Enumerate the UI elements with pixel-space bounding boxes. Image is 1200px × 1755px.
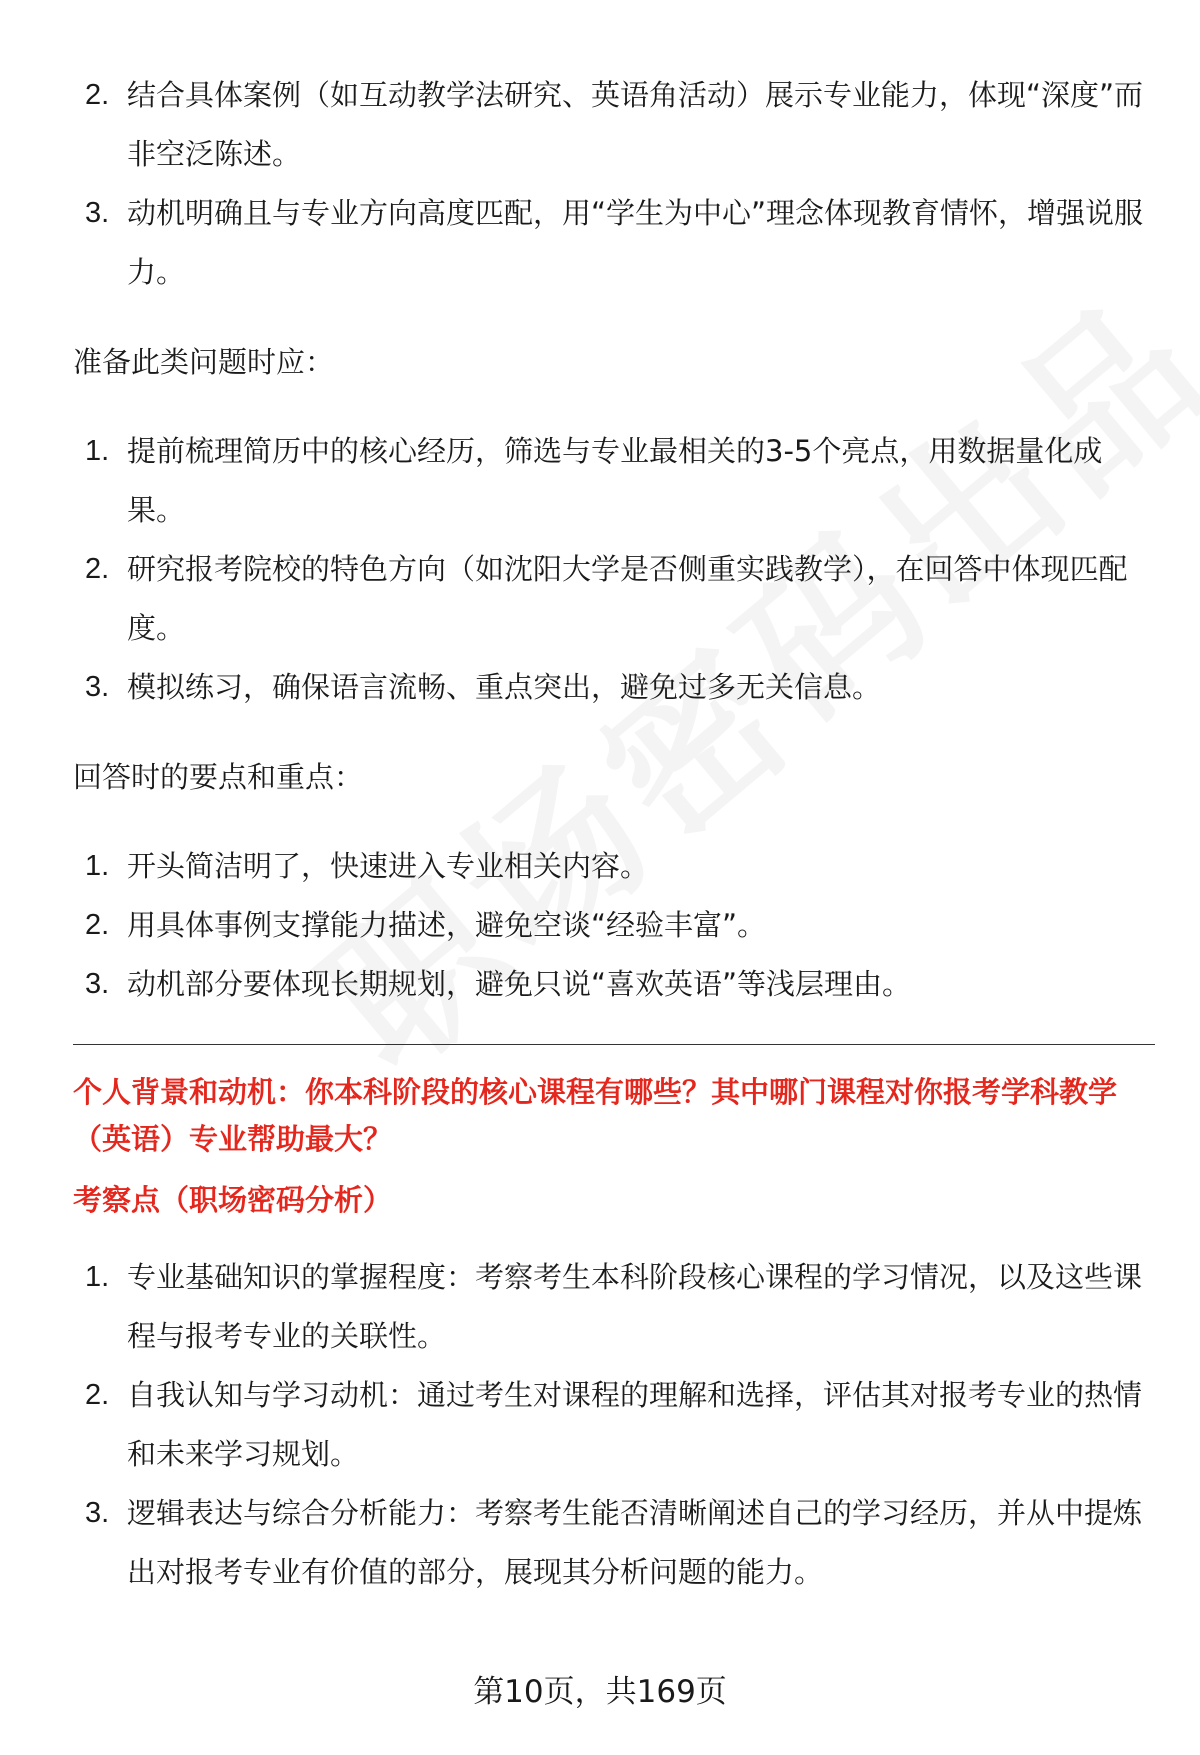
question-subtitle: 考察点（职场密码分析） bbox=[73, 1183, 393, 1217]
prepare-list bbox=[73, 422, 1155, 717]
list-item-text: 专业基础知识的掌握程度：考察考生本科阶段核心课程的学习情况，以及这些课程与报考专业的关联性。 bbox=[127, 1260, 1143, 1353]
page-number: 第10页，共169页 bbox=[473, 1674, 727, 1710]
list-item-number: 1. bbox=[85, 435, 110, 467]
list-item-text: 结合具体案例（如互动教学法研究、英语角活动）展示专业能力，体现“深度”而非空泛陈述。 bbox=[127, 78, 1144, 171]
keypoints-label: 回答时的要点和重点： bbox=[73, 760, 364, 794]
list-item-text: 模拟练习，确保语言流畅、重点突出，避免过多无关信息。 bbox=[127, 670, 882, 704]
list-item-text: 提前梳理简历中的核心经历，筛选与专业最相关的3-5个亮点，用数据量化成果。 bbox=[127, 434, 1103, 527]
list-item bbox=[73, 1484, 1155, 1602]
top-list bbox=[73, 66, 1155, 302]
list-item-number: 2. bbox=[85, 553, 110, 585]
question-list bbox=[73, 1248, 1155, 1602]
list-item-text: 开头简洁明了，快速进入专业相关内容。 bbox=[127, 849, 650, 883]
list-item-number: 2. bbox=[85, 1379, 110, 1411]
list-item-number: 1. bbox=[85, 850, 110, 882]
list-item-number: 2. bbox=[85, 909, 110, 941]
list-item-text: 动机明确且与专业方向高度匹配，用“学生为中心”理念体现教育情怀，增强说服力。 bbox=[127, 196, 1144, 289]
list-item-number: 2. bbox=[85, 79, 110, 111]
list-item-number: 3. bbox=[85, 671, 110, 703]
list-item-text: 逻辑表达与综合分析能力：考察考生能否清晰阐述自己的学习经历，并从中提炼出对报考专业有价值的部分，展现其分析问题的能力。 bbox=[127, 1496, 1143, 1589]
list-item bbox=[73, 658, 1155, 717]
question-title: 个人背景和动机：你本科阶段的核心课程有哪些？其中哪门课程对你报考学科教学（英语）专业帮助最大？ bbox=[73, 1075, 1118, 1156]
list-item bbox=[73, 422, 1155, 540]
list-item-number: 3. bbox=[85, 197, 110, 229]
list-item bbox=[73, 955, 1155, 1014]
section-divider bbox=[73, 1044, 1155, 1045]
list-item bbox=[73, 66, 1155, 184]
prepare-label: 准备此类问题时应： bbox=[73, 345, 335, 379]
keypoints-list bbox=[73, 837, 1155, 1014]
list-item-number: 3. bbox=[85, 968, 110, 1000]
list-item bbox=[73, 184, 1155, 302]
list-item bbox=[73, 1366, 1155, 1484]
list-item-number: 1. bbox=[85, 1261, 110, 1293]
list-item bbox=[73, 540, 1155, 658]
list-item bbox=[73, 837, 1155, 896]
list-item-text: 动机部分要体现长期规划，避免只说“喜欢英语”等浅层理由。 bbox=[127, 967, 912, 1001]
list-item bbox=[73, 896, 1155, 955]
list-item-text: 用具体事例支撑能力描述，避免空谈“经验丰富”。 bbox=[127, 908, 767, 942]
list-item bbox=[73, 1248, 1155, 1366]
list-item-text: 研究报考院校的特色方向（如沈阳大学是否侧重实践教学），在回答中体现匹配度。 bbox=[127, 552, 1128, 645]
page-content bbox=[73, 66, 1155, 1602]
list-item-number: 3. bbox=[85, 1497, 110, 1529]
list-item-text: 自我认知与学习动机：通过考生对课程的理解和选择，评估其对报考专业的热情和未来学习规划。 bbox=[127, 1378, 1143, 1471]
